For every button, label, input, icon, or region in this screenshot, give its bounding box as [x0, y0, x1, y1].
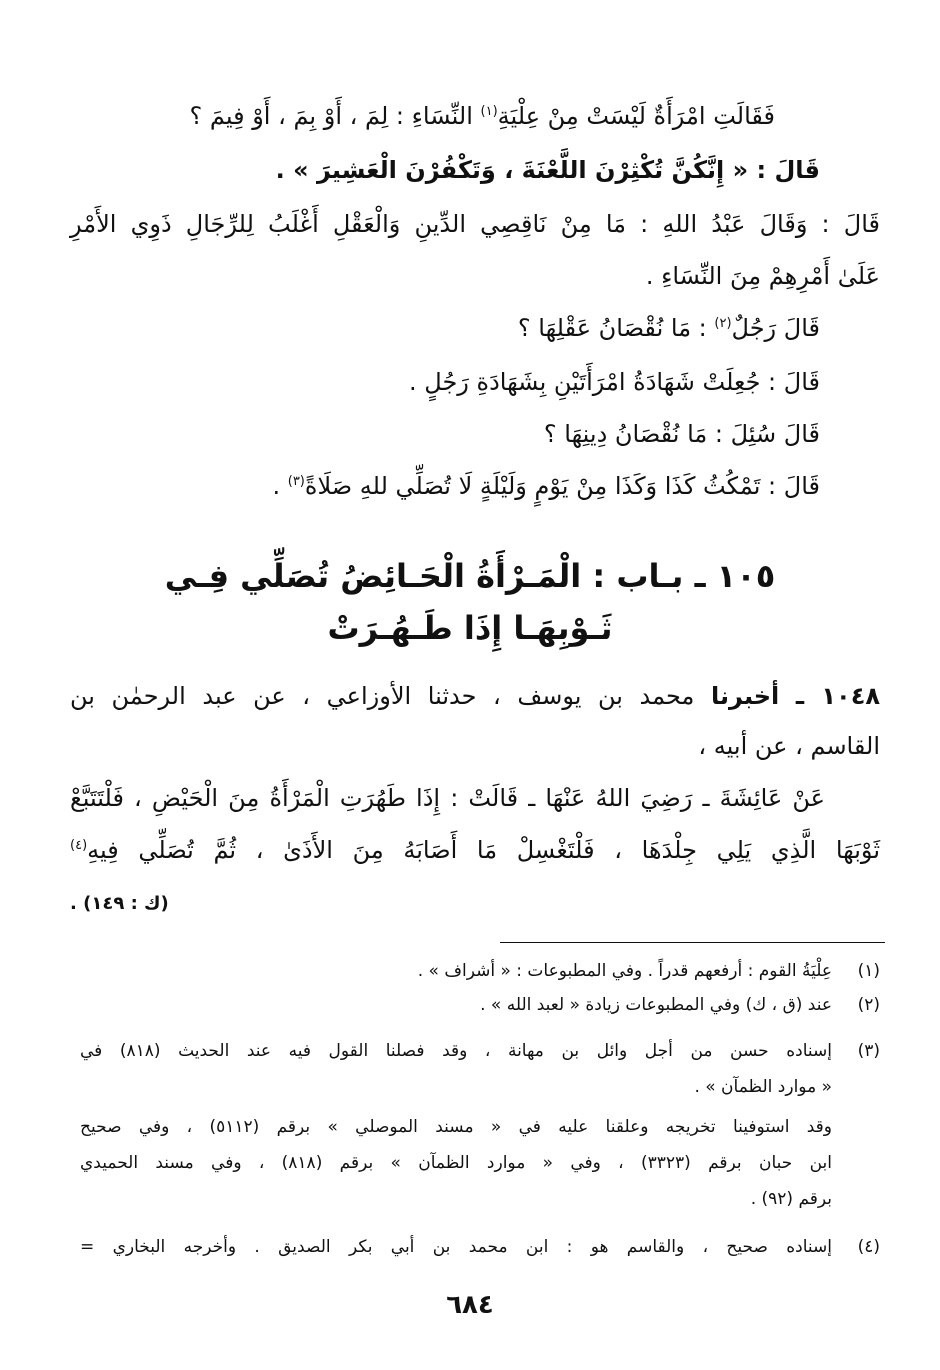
- footnote-1-text: عِلْيَةُ القوم : أرفعهم قدراً . وفي المطبوعات : « أشراف » .: [417, 961, 832, 981]
- page-number: ٦٨٤: [446, 1290, 494, 1320]
- line-text: عَلَىٰ أَمْرِهِمْ مِنَ النِّسَاءِ .: [645, 262, 880, 290]
- footnote-separator: [500, 942, 885, 943]
- footnote-ref: (١): [480, 104, 498, 119]
- footnote-3-line-4: ابن حبان برقم (٣٣٢٣) ، وفي « موارد الظمآن » برقم (٨١٨) ، وفي مسند الحميدي: [80, 1153, 832, 1173]
- footnote-ref: (٢): [714, 316, 732, 331]
- text-line-2: [276, 150, 820, 190]
- text-line-5: [518, 308, 820, 348]
- line-text-after: .: [272, 472, 288, 500]
- hadith-akhbarana: أخبرنا: [710, 682, 780, 710]
- hadith-reference: [70, 884, 169, 924]
- line-text: قَالَ رَجُلٌ: [731, 314, 820, 342]
- text-line-3: [70, 204, 880, 244]
- text-line-7: [544, 414, 820, 454]
- footnote-2-text: عند (ق ، ك) وفي المطبوعات زيادة « لعبد الله » .: [480, 995, 832, 1015]
- line-text: قَالَ : وَقَالَ عَبْدُ اللهِ : مَا مِنْ نَاقِصِي الدِّينِ وَالْعَقْلِ أَغْلَبُ لِلرِّجَالِ ذَوِي الأَمْرِ: [70, 210, 880, 238]
- line-text: قَالَ سُئِلَ : مَا نُقْصَانُ دِينِهَا ؟: [543, 420, 820, 448]
- footnote-ref: (٣): [287, 474, 305, 489]
- hadith-matn-line-2: [70, 830, 880, 870]
- footnote-1-number: (١): [857, 961, 880, 981]
- line-text: فَقَالَتِ امْرَأَةٌ لَيْسَتْ مِنْ عِلْيَةِ: [497, 102, 775, 130]
- footnote-3-line-5: برقم (٩٢) .: [750, 1189, 832, 1209]
- hadith-matn-text: عَنْ عَائِشَةَ ـ رَضِيَ اللهُ عَنْهَا ـ قَالَتْ : إِذَا طَهُرَتِ الْمَرْأَةُ مِنَ الْحَيْضِ ، فَلْتَتَبَّعْ: [70, 784, 825, 812]
- footnote-3-line-3: وقد استوفينا تخريجه وعلقنا عليه في « مسند الموصلي » برقم (٥١١٢) ، وفي صحيح: [80, 1117, 832, 1137]
- hadith-isnad-line-1: [70, 676, 880, 716]
- hadith-ref-text: (ك : ١٤٩) .: [70, 893, 169, 914]
- footnote-3-line-1: إسناده حسن من أجل وائل بن مهانة ، وقد فصلنا القول فيه عند الحديث (٨١٨) في: [80, 1041, 832, 1061]
- text-line-6: [409, 362, 820, 402]
- footnote-3-line-2: « موارد الظمآن » .: [694, 1077, 832, 1097]
- text-line-1: [190, 96, 775, 136]
- footnote-ref: (٤): [70, 838, 88, 853]
- footnote-3-number: (٣): [857, 1041, 880, 1061]
- section-heading-line-2: ثَـوْبِهَـا إِذَا طَـهُـرَتْ: [327, 609, 613, 647]
- footnote-4-number: (٤): [857, 1237, 880, 1257]
- text-line-8: [272, 466, 820, 506]
- hadith-isnad-line-2: [698, 726, 880, 766]
- text-line-4: [646, 256, 880, 296]
- line-text: قَالَ : جُعِلَتْ شَهَادَةُ امْرَأَتَيْنِ بِشَهَادَةِ رَجُلٍ .: [409, 368, 820, 396]
- line-text-after: النِّسَاءِ : لِمَ ، أَوْ بِمَ ، أَوْ فِيمَ ؟: [189, 102, 481, 130]
- section-heading-line-1: ١٠٥ ـ بـاب : الْمَـرْأَةُ الْحَـائِضُ تُصَلِّي فِـي: [164, 557, 776, 595]
- line-text-after: : مَا نُقْصَانُ عَقْلِهَا ؟: [517, 314, 715, 342]
- line-text: قَالَ : « إِنَّكُنَّ تُكْثِرْنَ اللَّعْنَةَ ، وَتَكْفُرْنَ الْعَشِيرَ » .: [275, 156, 820, 184]
- footnote-2-number: (٢): [857, 995, 880, 1015]
- hadith-matn-line-1: [70, 778, 825, 818]
- hadith-isnad-text: القاسم ، عن أبيه ،: [698, 732, 880, 760]
- hadith-matn-text: ثَوْبَهَا الَّذِي يَلِي جِلْدَهَا ، فَلْتَغْسِلْ مَا أَصَابَهُ مِنَ الأَذَىٰ ، ثُمَّ تُصَلِّي فِيهِ: [87, 836, 880, 864]
- hadith-isnad-text: محمد بن يوسف ، حدثنا الأوزاعي ، عن عبد الرحمٰن بن: [70, 682, 711, 710]
- footnote-4-text: إسناده صحيح ، والقاسم هو : ابن محمد بن أبي بكر الصديق . وأخرجه البخاري =: [80, 1237, 832, 1257]
- hadith-number: ١٠٤٨ ـ: [795, 682, 880, 710]
- line-text: قَالَ : تَمْكُثُ كَذَا وَكَذَا مِنْ يَوْمٍ وَلَيْلَةٍ لَا تُصَلِّي للهِ صَلَاةً: [304, 472, 820, 500]
